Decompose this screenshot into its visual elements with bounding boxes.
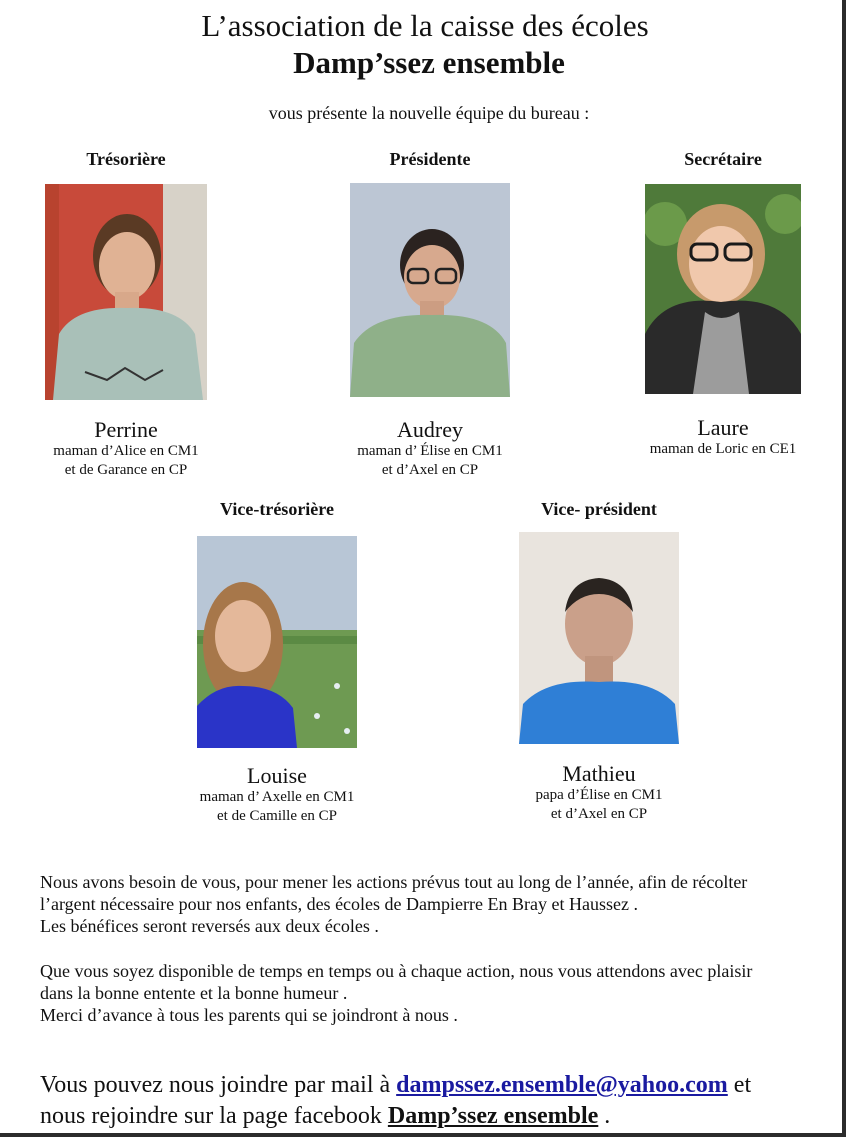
page-border-right	[842, 0, 846, 1137]
member-name: Perrine	[94, 417, 158, 442]
member-card-vice-tresoriere	[157, 496, 397, 826]
photo-perrine	[45, 184, 207, 400]
role-label: Vice- président	[541, 499, 657, 519]
member-name: Laure	[697, 415, 749, 440]
photo-mathieu	[519, 532, 679, 744]
paragraph-line: l’argent nécessaire pour nos enfants, des écoles de Dampierre En Bray et Haussez .	[40, 894, 638, 914]
intro-text: vous présente la nouvelle équipe du bureau :	[268, 103, 590, 123]
member-child-line-1: maman d’ Axelle en CM1	[199, 789, 355, 805]
paragraph-line: Les bénéfices seront reversés aux deux écoles .	[40, 916, 379, 936]
photo-laure	[645, 184, 801, 394]
title-association-name: Damp’ssez ensemble	[293, 45, 565, 80]
member-child-line-2: et d’Axel en CP	[381, 462, 479, 478]
member-child-line-1: maman de Loric en CE1	[649, 441, 797, 457]
page-border-bottom	[0, 1133, 846, 1137]
title-line-1: L’association de la caisse des écoles	[201, 8, 649, 43]
role-label: Trésorière	[86, 149, 166, 169]
member-card-secretaire	[603, 146, 842, 459]
facebook-page-link[interactable]: Damp’ssez ensemble	[387, 1103, 599, 1129]
role-label: Présidente	[389, 149, 471, 169]
paragraph-line: Merci d’avance à tous les parents qui se joindront à nous .	[40, 1005, 458, 1025]
paragraph-need-help	[40, 871, 820, 937]
contact-middle: et	[733, 1072, 752, 1098]
paragraph-line: Que vous soyez disponible de temps en temps ou à chaque action, nous vous attendons avec plaisir	[40, 961, 753, 981]
member-child-line-2: et d’Axel en CP	[550, 806, 648, 822]
paragraph-availability	[40, 960, 820, 1026]
member-card-tresoriere	[6, 146, 246, 480]
member-card-presidente	[310, 146, 550, 480]
contact-line-2	[40, 1101, 830, 1132]
member-child-line-2: et de Camille en CP	[217, 808, 337, 824]
paragraph-line: Nous avons besoin de vous, pour mener les actions prévus tout au long de l’année, afin de récolter	[40, 872, 748, 892]
member-name: Audrey	[397, 417, 463, 442]
contact-line-1	[40, 1070, 830, 1101]
role-label: Vice-trésorière	[220, 499, 334, 519]
photo-audrey	[350, 183, 510, 397]
paragraph-line: dans la bonne entente et la bonne humeur .	[40, 983, 348, 1003]
member-child-line-2: et de Garance en CP	[64, 462, 188, 478]
member-child-line-1: maman d’ Élise en CM1	[357, 443, 503, 459]
member-child-line-1: maman d’Alice en CM1	[53, 443, 199, 459]
photo-louise	[197, 536, 357, 748]
member-name: Mathieu	[562, 761, 636, 786]
member-card-vice-president	[479, 496, 719, 824]
facebook-prefix: nous rejoindre sur la page facebook	[40, 1103, 382, 1129]
member-child-line-1: papa d’Élise en CM1	[535, 787, 663, 803]
email-link[interactable]: dampssez.ensemble@yahoo.com	[396, 1072, 728, 1098]
role-label: Secrétaire	[684, 149, 762, 169]
contact-block	[40, 1070, 830, 1132]
contact-prefix: Vous pouvez nous joindre par mail à	[40, 1072, 391, 1098]
member-name: Louise	[247, 763, 307, 788]
contact-suffix: .	[604, 1103, 611, 1129]
